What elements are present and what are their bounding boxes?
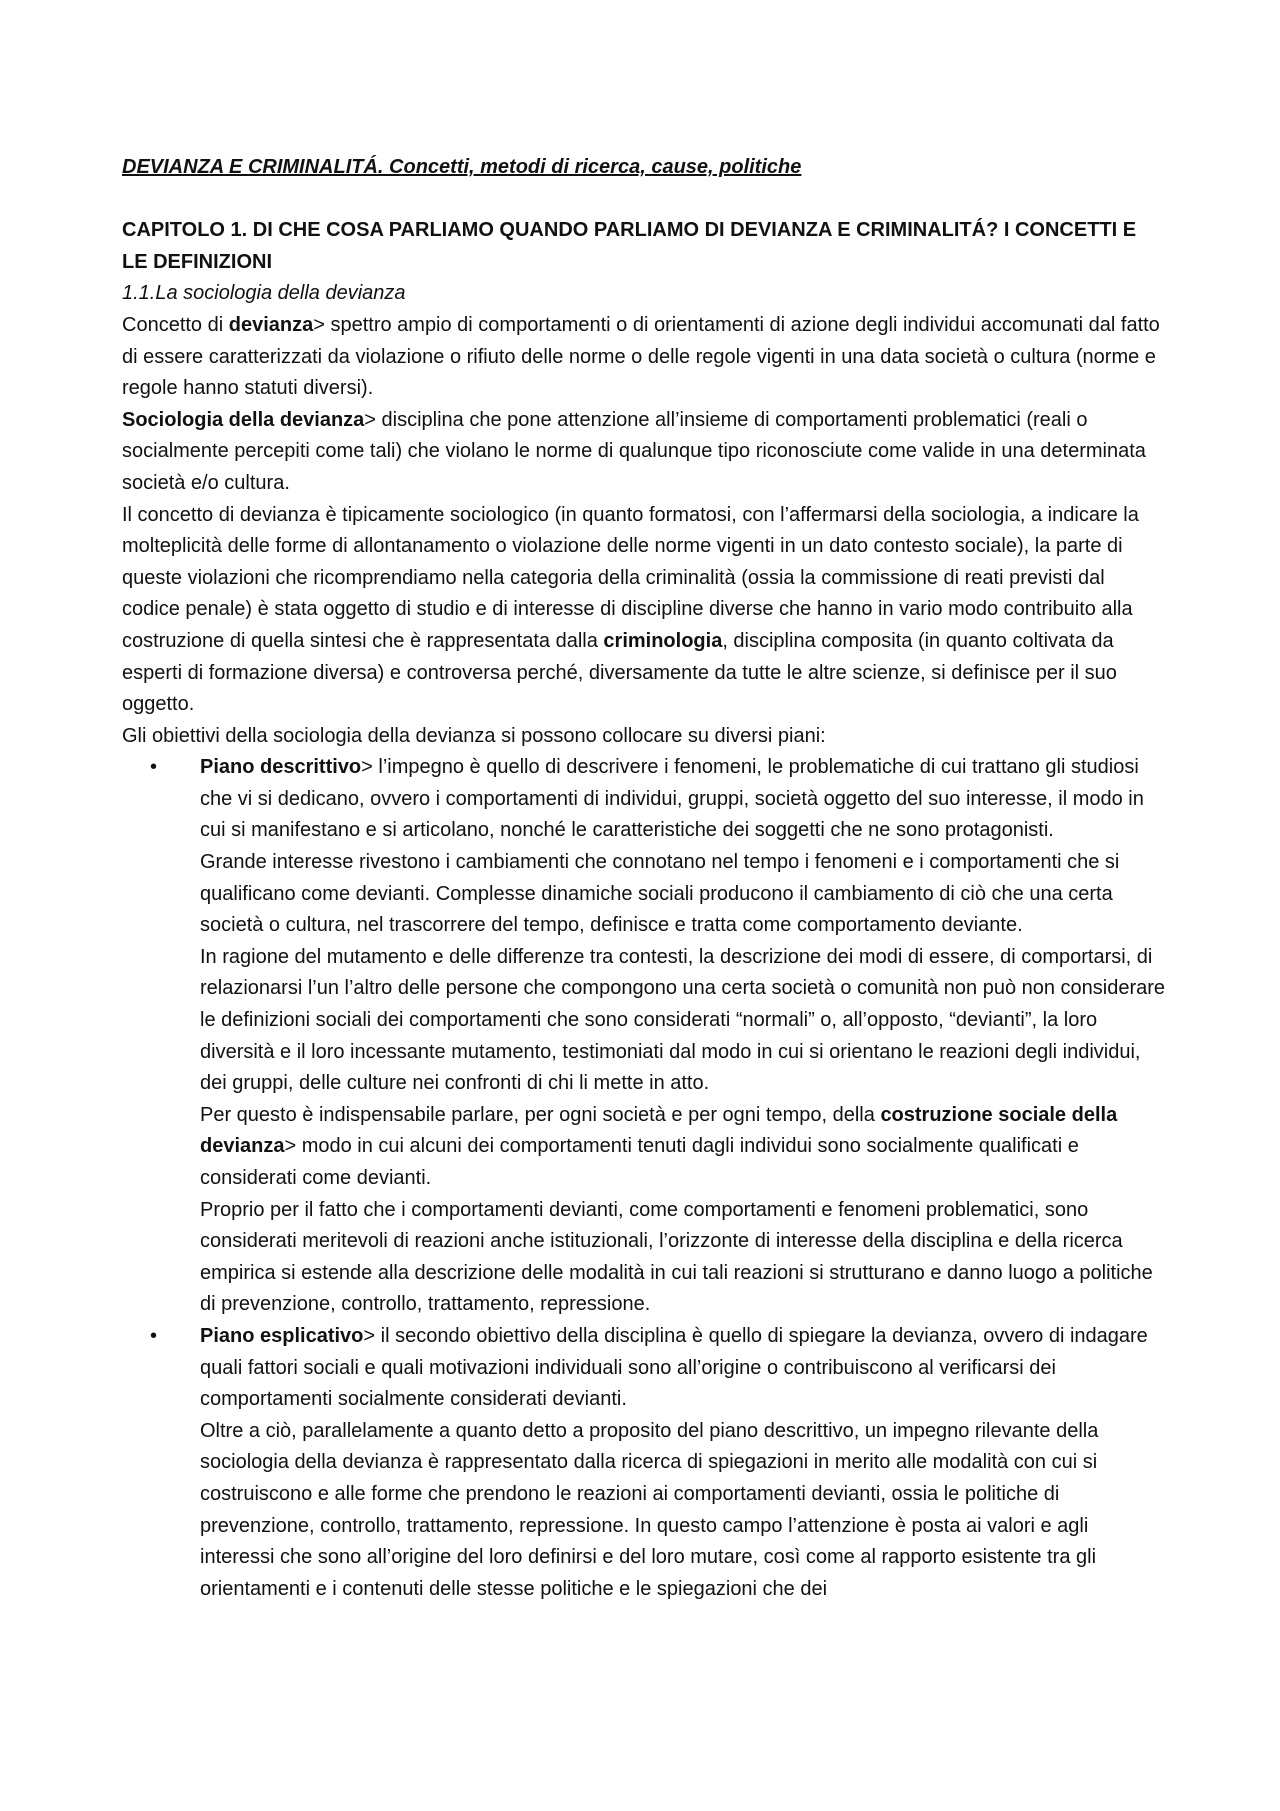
paragraph-text: , disciplina composita (in quanto coltivata da esperti di formazione diversa) e controversa perché, diversamente da tutte le altre scienze, si definisce per il suo oggetto. <box>122 629 1117 716</box>
list-item-paragraph: In ragione del mutamento e delle differenze tra contesti, la descrizione dei modi di essere, di comportarsi, di relazionarsi l’un l’altro delle persone che compongono una certa società o comunità non può non considerare le definizioni sociali dei comportamenti che sono considerati “normali” o, all’opposto, “devianti”, la loro diversità e il loro incessante mutamento, testimoniati dal modo in cui si orientano le reazioni degli individui, dei gruppi, delle culture nei confronti di chi li mette in atto. <box>200 945 1166 1095</box>
bold-term: Piano descrittivo <box>200 756 362 779</box>
list-item-piano-descrittivo <box>150 752 1167 1321</box>
list-item-paragraph: Grande interesse rivestono i cambiamenti che connotano nel tempo i fenomeni e i comportamenti che si qualificano come devianti. Complesse dinamiche sociali producono il cambiamento di ciò che una certa società o cultura, nel trascorrere del tempo, definisce e tratta come comportamento deviante. <box>200 851 1120 937</box>
paragraph-text: > modo in cui alcuni dei comportamenti tenuti dagli individui sono socialmente qualificati e considerati come devianti. <box>200 1135 1079 1189</box>
bullet-icon: • <box>150 756 158 779</box>
paragraph-text: > l’impegno è quello di descrivere i fenomeni, le problematiche di cui trattano gli studiosi che vi si dedicano, ovvero i comportamenti di individui, gruppi, società oggetto del suo interesse, il modo in cui si manifestano e si articolano, nonché le caratteristiche dei soggetti che ne sono protagonisti. <box>200 756 1144 842</box>
document-title: DEVIANZA E CRIMINALITÁ. Concetti, metodi di ricerca, cause, politiche <box>122 156 802 178</box>
bold-term: costruzione sociale della devianza <box>200 1103 1118 1158</box>
paragraph-text: > spettro ampio di comportamenti o di orientamenti di azione degli individui accomunati dal fatto di essere caratterizzati da violazione o rifiuto delle norme o delle regole vigenti in una data società o cultura (norme e regole hanno statuti diversi). <box>122 313 1160 400</box>
list-item-paragraph: Oltre a ciò, parallelamente a quanto detto a proposito del piano descrittivo, un impegno rilevante della sociologia della devianza è rappresentato dalla ricerca di spiegazioni in merito alle modalità con cui si costruiscono e alle forme che prendono le reazioni ai comportamenti devianti, ossia le politiche di prevenzione, controllo, trattamento, repressione. In questo campo l’attenzione è posta ai valori e agli interessi che sono all’origine del loro definirsi e del loro mutare, così come al rapporto esistente tra gli orientamenti e i contenuti delle stesse politiche e le spiegazioni che dei <box>200 1419 1099 1600</box>
paragraph-criminologia <box>122 500 1167 721</box>
chapter-heading: CAPITOLO 1. DI CHE COSA PARLIAMO QUANDO PARLIAMO DI DEVIANZA E CRIMINALITÁ? I CONCETTI E LE DEFINIZIONI <box>122 219 1137 273</box>
section-heading: 1.1.La sociologia della devianza <box>122 282 406 305</box>
bold-term: criminologia <box>603 629 723 652</box>
bullet-icon: • <box>150 1324 158 1347</box>
bold-term: devianza <box>228 313 314 336</box>
list-item-intro <box>200 1321 1167 1416</box>
paragraph-text: Per questo è indispensabile parlare, per ogni società e per ogni tempo, della <box>200 1103 881 1126</box>
list-item-intro <box>200 752 1167 847</box>
paragraph-devianza-concept <box>122 310 1167 405</box>
blank-line <box>122 184 1167 216</box>
list-item-paragraph: Proprio per il fatto che i comportamenti devianti, come comportamenti e fenomeni problematici, sono considerati meritevoli di reazioni anche istituzionali, l’orizzonte di interesse della disciplina e della ricerca empirica si estende alla descrizione delle modalità in cui tali reazioni si strutturano e danno luogo a politiche di prevenzione, controllo, trattamento, repressione. <box>200 1198 1153 1316</box>
paragraph-obiettivi: Gli obiettivi della sociologia della devianza si possono collocare su diversi piani: <box>122 724 826 747</box>
list-item-paragraph <box>200 1100 1167 1195</box>
paragraph-text: Concetto di <box>122 313 229 336</box>
paragraph-sociologia-definition <box>122 405 1167 500</box>
bold-term: Sociologia della devianza <box>122 408 365 431</box>
list-item-piano-esplicativo <box>150 1321 1167 1605</box>
objectives-list <box>122 752 1167 1605</box>
paragraph-text: Il concetto di devianza è tipicamente sociologico (in quanto formatosi, con l’affermarsi della sociologia, a indicare la molteplicità delle forme di allontanamento o violazione delle norme vigenti in un dato contesto sociale), la parte di queste violazioni che ricomprendiamo nella categoria della criminalità (ossia la commissione di reati previsti dal codice penale) è stata oggetto di studio e di interesse di discipline diverse che hanno in vario modo contribuito alla costruzione di quella sintesi che è rappresentata dalla <box>122 503 1139 652</box>
bold-term: Piano esplicativo <box>200 1324 364 1347</box>
paragraph-text: > disciplina che pone attenzione all’insieme di comportamenti problematici (reali o socialmente percepiti come tali) che violano le norme di qualunque tipo riconosciute come valide in una determinata società e/o cultura. <box>122 408 1146 494</box>
paragraph-text: > il secondo obiettivo della disciplina è quello di spiegare la devianza, ovvero di indagare quali fattori sociali e quali motivazioni individuali sono all’origine o contribuiscono al verificarsi dei comportamenti socialmente considerati devianti. <box>200 1324 1148 1411</box>
document-page <box>122 152 1167 1605</box>
